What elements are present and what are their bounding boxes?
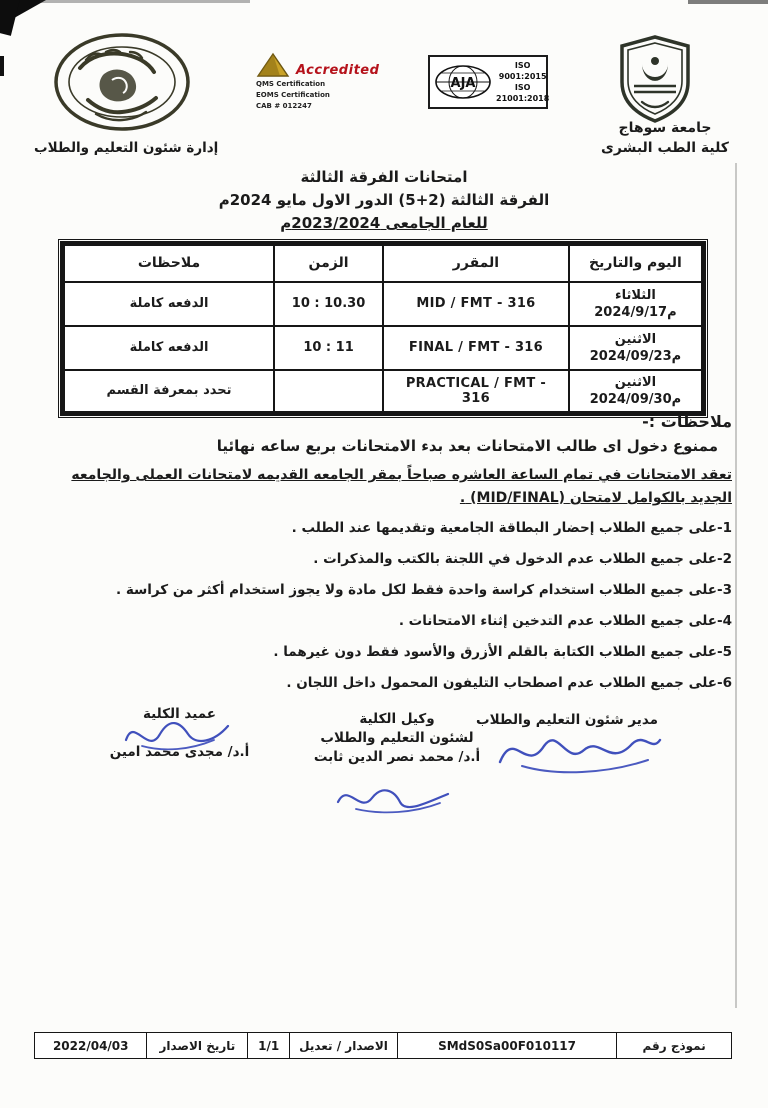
signatures-section <box>0 704 768 834</box>
day-name: الثلاثاء <box>614 287 656 303</box>
cell-time: 10 : 11 <box>274 326 383 370</box>
egac-cert-line1: QMS Certification <box>256 80 326 88</box>
footer-form-code: SMdS0Sa00F010117 <box>397 1033 616 1058</box>
footer-date-value: 2022/04/03 <box>52 1038 129 1053</box>
exam-date: 2024/9/17م <box>594 304 677 320</box>
document-title <box>0 166 768 235</box>
dean-signature <box>116 710 236 756</box>
title-line2-text: الفرقة الثالثة <box>450 191 550 209</box>
egac-pyramid-icon <box>256 52 290 78</box>
header-time: الزمن <box>274 244 383 282</box>
cell-time: 10 : 10.30 <box>274 282 383 326</box>
title-line2-formula: (5+2) <box>398 191 446 209</box>
aja-iso1-label: ISO 9001:2015 <box>498 61 547 81</box>
title-line1: امتحانات الفرقة الثالثة <box>300 168 468 186</box>
vice-dean-block <box>312 710 482 767</box>
vice-dean-signature <box>328 776 458 816</box>
notes-item-4: 4-على جميع الطلاب عدم التدخين إثناء الامتحانات . <box>398 613 732 629</box>
egac-accredited-label: Accredited <box>296 63 380 78</box>
notes-heading: ملاحظات :- <box>642 412 732 431</box>
header-course: المقرر <box>383 244 569 282</box>
scan-edge-left-nub <box>0 56 4 76</box>
table-row <box>63 370 704 414</box>
cell-day-date <box>569 282 704 326</box>
cell-course: FINAL / FMT - 316 <box>383 326 569 370</box>
faculty-shield-logo <box>616 34 694 128</box>
aja-iso2-label: ISO 21001:2018 <box>496 83 550 103</box>
dean-name: أ.د/ مجدى محمد امين <box>109 744 250 760</box>
notes-section <box>36 412 732 706</box>
title-line2-session: الدور الاول مايو 2024م <box>218 191 394 209</box>
scan-edge-top-right <box>688 0 768 4</box>
notes-item-5: 5-على جميع الطلاب الكتابة بالقلم الأزرق والأسود فقط دون غيرهما . <box>273 644 732 660</box>
notes-item-2: 2-على جميع الطلاب عدم الدخول في اللجنة بالكتب والمذكرات . <box>313 551 732 567</box>
title-line2 <box>0 189 768 212</box>
exam-date: 2024/09/30م <box>589 391 682 407</box>
footer-issue-value: 1/1 <box>247 1033 289 1058</box>
notes-para2-line1: تعقد الامتحانات في تمام الساعة العاشره صباحاً بمقر الجامعه القديمه لامتحانات العملى والجامعه <box>71 467 732 483</box>
notes-para2-line2 <box>36 490 732 506</box>
notes-item-6: 6-على جميع الطلاب عدم اصطحاب التليفون المحمول داخل اللجان . <box>286 675 732 691</box>
title-line3: للعام الجامعى 2023/2024م <box>280 214 488 232</box>
cell-time <box>274 370 383 414</box>
notes-item-3: 3-على جميع الطلاب استخدام كراسة واحدة فقط لكل مادة ولا يجوز استخدام أكثر من كراسة . <box>115 582 732 598</box>
notes-para1: ممنوع دخول اى طالب الامتحانات بعد بدء الامتحانات بربع ساعه نهائيا <box>216 437 718 455</box>
header-day-date: اليوم والتاريخ <box>569 244 704 282</box>
cell-course: PRACTICAL / FMT - 316 <box>383 370 569 414</box>
footer-form-label: نموذج رقم <box>616 1033 731 1058</box>
faculty-name: كلية الطب البشرى <box>601 140 729 156</box>
scan-edge-top <box>40 0 250 3</box>
table-row <box>63 326 704 370</box>
university-name: جامعة سوهاج <box>618 120 712 136</box>
egac-accreditation-logo <box>256 52 406 111</box>
aja-iso-logo <box>428 55 548 109</box>
header-notes: ملاحظات <box>63 244 275 282</box>
vice-dean-subtitle: لشئون التعليم والطلاب <box>320 730 474 746</box>
cell-day-date <box>569 326 704 370</box>
egac-cert-line2: EOMS Certification <box>256 91 330 99</box>
footer-date-label: تاريخ الاصدار <box>146 1033 247 1058</box>
cell-note: الدفعه كاملة <box>63 326 275 370</box>
manager-title: مدير شئون التعليم والطلاب <box>476 712 658 728</box>
notes-para2-line2-latin: (MID/FINAL) <box>470 490 566 506</box>
scan-edge-right-line <box>735 163 737 1008</box>
table-row <box>63 282 704 326</box>
vice-dean-name: أ.د/ محمد نصر الدين ثابت <box>313 749 481 765</box>
notes-para2-line2-text: الجديد بالكوامل لامتحان <box>569 490 732 506</box>
day-name: الاثنين <box>614 331 657 347</box>
manager-signature <box>492 722 667 780</box>
svg-text:AJA: AJA <box>450 76 476 91</box>
footer-issue-label: الاصدار / تعديل <box>289 1033 397 1058</box>
cell-note: تحدد بمعرفة القسم <box>63 370 275 414</box>
cell-day-date <box>569 370 704 414</box>
notes-item-1: 1-على جميع الطلاب إحضار البطاقة الجامعية وتقديمها عند الطلب . <box>291 520 732 536</box>
footer-form-table <box>34 1032 732 1059</box>
exam-date: 2024/09/23م <box>589 348 682 364</box>
exam-schedule-table <box>60 241 706 416</box>
table-header-row <box>63 244 704 282</box>
cell-course: MID / FMT - 316 <box>383 282 569 326</box>
university-seal-logo <box>52 30 192 138</box>
dean-title: عميد الكلية <box>142 706 217 722</box>
vice-dean-title: وكيل الكلية <box>359 711 435 727</box>
day-name: الاثنين <box>614 374 657 390</box>
aja-globe-icon <box>434 62 492 102</box>
egac-cert-line3: CAB # 012247 <box>256 102 312 110</box>
administration-label: إدارة شئون التعليم والطلاب <box>34 140 219 156</box>
cell-note: الدفعه كاملة <box>63 282 275 326</box>
notes-para2-line2-period: . <box>459 490 466 506</box>
